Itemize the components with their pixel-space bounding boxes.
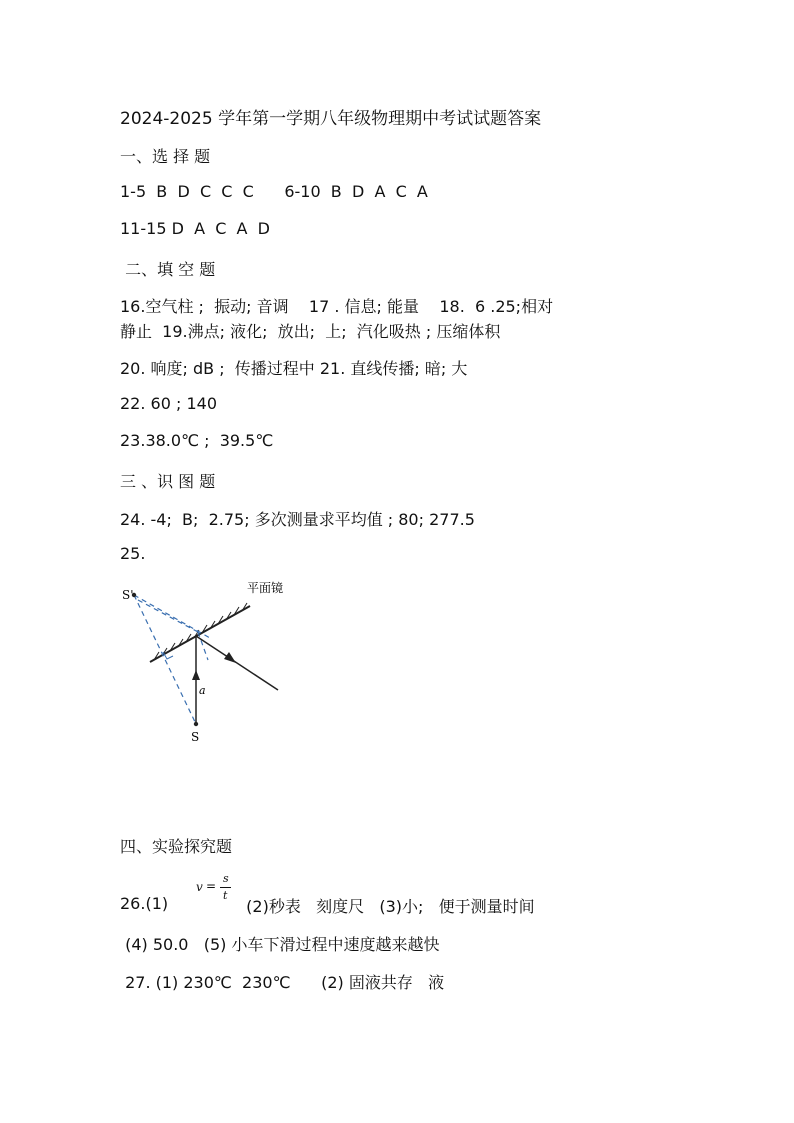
construction-dashes: [134, 595, 210, 724]
answer-line-9: 25.: [120, 544, 146, 563]
section-heading-diagram: 三 、识 图 题: [120, 472, 216, 491]
formula-fraction-bar: [220, 887, 231, 888]
formula-eq: =: [206, 879, 217, 893]
reflected-arrow: [224, 652, 236, 663]
section-heading-fill: 二、填 空 题: [120, 260, 216, 279]
answer-line-11: (4) 50.0 (5) 小车下滑过程中速度越来越快: [120, 935, 440, 954]
answer-line-12: 27. (1) 230℃ 230℃ (2) 固液共存 液: [120, 973, 445, 992]
answer-line-6: 22. 60 ; 140: [120, 394, 217, 413]
velocity-formula: [196, 872, 236, 912]
answer-line-10: (2)秒表 刻度尺 (3)小; 便于测量时间: [236, 897, 535, 916]
answer-line-7: 23.38.0℃ ; 39.5℃: [120, 431, 274, 450]
formula-v: v: [196, 880, 203, 894]
answer-line-4: 静止 19.沸点; 液化; 放出; 上; 汽化吸热 ; 压缩体积: [120, 322, 501, 341]
section-heading-experiment: 四、实验探究题: [120, 837, 233, 856]
mirror-reflection-diagram: [110, 570, 310, 750]
page-title: 2024-2025 学年第一学期八年级物理期中考试试题答案: [120, 109, 542, 129]
answer-line-3: 16.空气柱 ; 振动; 音调 17 . 信息; 能量 18. 6 .25;相对: [120, 297, 554, 316]
formula-numerator: s: [223, 872, 229, 885]
answer-line-2: 11-15 D A C A D: [120, 219, 270, 238]
formula-denominator: t: [223, 889, 228, 902]
answer-line-5: 20. 响度; dB ; 传播过程中 21. 直线传播; 暗; 大: [120, 359, 468, 378]
ray-label: a: [199, 684, 206, 697]
section-heading-choice: 一、选 择 题: [120, 147, 211, 166]
answer-line-8: 24. -4; B; 2.75; 多次测量求平均值 ; 80; 277.5: [120, 510, 475, 529]
mirror-label: 平面镜: [247, 581, 284, 595]
image-label: S': [122, 588, 134, 602]
source-label: S: [191, 730, 200, 744]
source-point: [194, 722, 198, 726]
answer-line-10-prefix: 26.(1): [120, 894, 169, 913]
incident-arrow: [192, 670, 200, 680]
reflected-ray: [196, 636, 278, 690]
answer-line-1: 1-5 B D C C C 6-10 B D A C A: [120, 182, 428, 201]
